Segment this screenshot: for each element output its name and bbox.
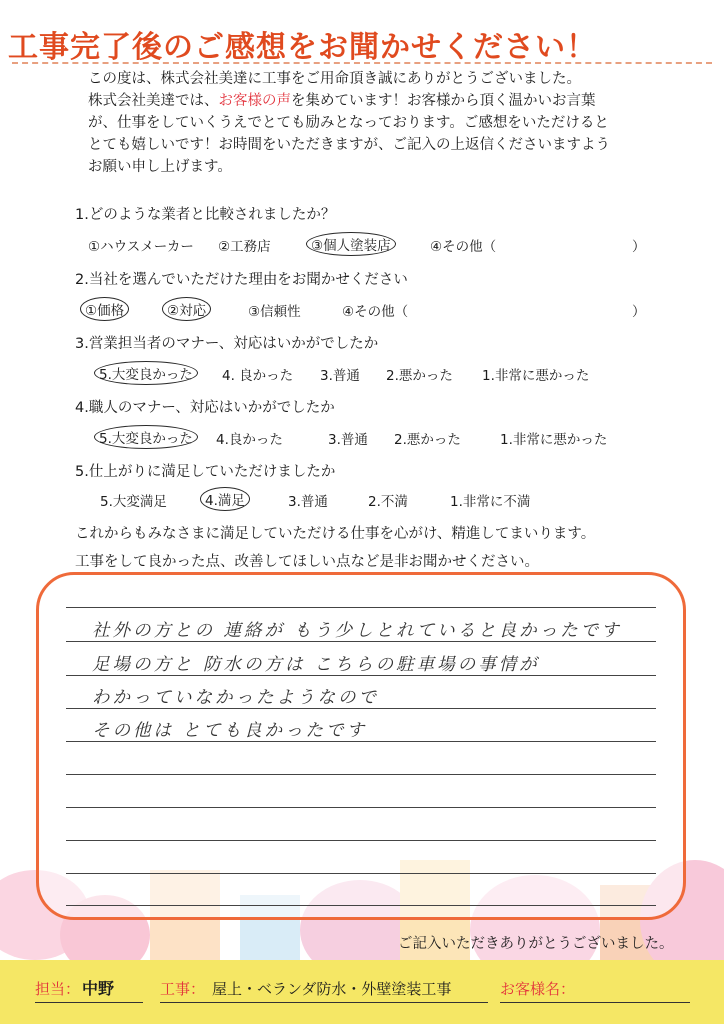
question-1: 1.どのような業者と比較されましたか？ — [75, 207, 336, 223]
q2-option-3[interactable]: ③信頼性 — [248, 304, 301, 320]
q4-option-2[interactable]: 2.悪かった — [394, 432, 461, 448]
intro-line-2 — [88, 90, 628, 112]
title-divider — [12, 62, 712, 64]
question-4-options — [0, 428, 724, 448]
intro-line-1: この度は、株式会社美達に工事をご用命頂き誠にありがとうございました。 — [88, 71, 581, 87]
comment-request: 工事をして良かった点、改善してほしい点など是非お聞かせください。 — [75, 554, 539, 570]
question-3-options — [0, 364, 724, 384]
comment-line-3: わかっていなかったようなので — [92, 688, 379, 708]
thank-you-note: ご記入いただきありがとうございました。 — [398, 936, 674, 952]
customer-label: お客様名： — [500, 980, 576, 998]
staff-name: 中野 — [82, 979, 115, 998]
q1-paren-close: ） — [632, 239, 646, 255]
intro-line-5: お願い申し上げます。 — [88, 159, 232, 175]
work-underline — [160, 1002, 488, 1003]
q5-option-5[interactable]: 5.大変満足 — [100, 494, 167, 510]
question-1-options — [0, 235, 724, 255]
intro-line-2-post: を集めています！お客様から頂く温かいお言葉 — [291, 93, 596, 109]
q5-option-1[interactable]: 1.非常に不満 — [450, 494, 531, 510]
q4-option-5-selected[interactable]: 5.大変良かった — [94, 425, 198, 449]
ruled-line — [66, 873, 656, 874]
q4-option-1[interactable]: 1.非常に悪かった — [500, 432, 608, 448]
q2-option-4[interactable]: ④その他（ — [342, 304, 409, 320]
staff-label: 担当： — [35, 980, 81, 998]
intro-text — [88, 68, 628, 178]
q2-paren-close: ） — [632, 304, 646, 320]
question-5: 5.仕上がりに満足していただけましたか — [75, 464, 336, 480]
comment-line-2: 足場の方と 防水の方は こちらの駐車場の事情が — [92, 655, 540, 675]
ruled-line — [66, 905, 656, 906]
q3-option-3[interactable]: 3.普通 — [320, 368, 360, 384]
comment-line-1: 社外の方との 連絡が もう少しとれていると良かったです — [92, 621, 622, 641]
question-4: 4.職人のマナー、対応はいかがでしたか — [75, 400, 335, 416]
ruled-line — [66, 840, 656, 841]
intro-line-2-pre: 株式会社美達では、 — [88, 93, 219, 109]
q5-option-3[interactable]: 3.普通 — [288, 494, 328, 510]
q3-option-4[interactable]: 4. 良かった — [222, 368, 294, 384]
question-2-options — [0, 300, 724, 320]
closing-message: これからもみなさまに満足していただける仕事を心がけ、精進してまいります。 — [75, 526, 596, 542]
work-label: 工事： — [160, 980, 206, 998]
footer-bar — [0, 960, 724, 1024]
question-5-options — [0, 490, 724, 510]
ruled-line — [66, 774, 656, 775]
q3-option-5-selected[interactable]: 5.大変良かった — [94, 361, 198, 385]
q2-option-2-selected[interactable]: ②対応 — [162, 297, 211, 321]
intro-highlight: お客様の声 — [218, 93, 291, 109]
intro-line-3: が、仕事をしていくうえでとても励みとなっております。ご感想をいただけると — [88, 115, 609, 131]
q4-option-4[interactable]: 4.良かった — [216, 432, 283, 448]
q3-option-2[interactable]: 2.悪かった — [386, 368, 453, 384]
intro-line-4: とても嬉しいです！お時間をいただきますが、ご記入の上返信くださいますよう — [88, 137, 610, 153]
page-title: 工事完了後のご感想をお聞かせください！ — [8, 30, 597, 65]
q2-option-1-selected[interactable]: ①価格 — [80, 297, 129, 321]
question-3: 3.営業担当者のマナー、対応はいかがでしたか — [75, 336, 379, 352]
work-name: 屋上・ベランダ防水・外壁塗装工事 — [212, 980, 452, 998]
ruled-line — [66, 607, 656, 608]
question-2: 2.当社を選んでいただけた理由をお聞かせください — [75, 272, 408, 288]
q1-option-4[interactable]: ④その他（ — [430, 239, 497, 255]
q4-option-3[interactable]: 3.普通 — [328, 432, 368, 448]
staff-underline — [35, 1002, 143, 1003]
q5-option-4-selected[interactable]: 4.満足 — [200, 487, 250, 511]
q1-option-2[interactable]: ②工務店 — [218, 239, 271, 255]
customer-name-field[interactable] — [500, 1002, 690, 1003]
comment-line-4: その他は とても良かったです — [92, 721, 368, 741]
q3-option-1[interactable]: 1.非常に悪かった — [482, 368, 590, 384]
q5-option-2[interactable]: 2.不満 — [368, 494, 408, 510]
q1-option-1[interactable]: ①ハウスメーカー — [88, 239, 194, 255]
ruled-line — [66, 807, 656, 808]
q1-option-3-selected[interactable]: ③個人塗装店 — [306, 232, 396, 256]
